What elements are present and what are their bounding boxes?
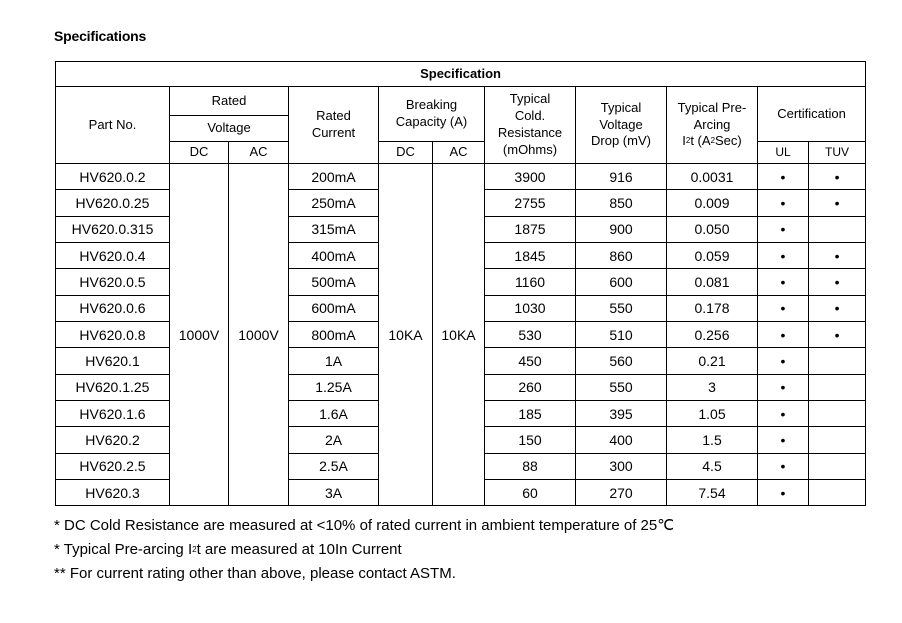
- header-rated-current: Rated Current: [289, 87, 379, 164]
- header-tuv: TUV: [809, 142, 866, 164]
- tuv-mark-cell: [809, 453, 866, 479]
- header-voltage-ac: AC: [229, 142, 289, 164]
- pre-arcing-cell: 0.0031: [667, 164, 758, 190]
- header-certification: Certification: [758, 87, 866, 142]
- part-number-cell: HV620.1.25: [56, 374, 170, 400]
- part-number-cell: HV620.0.5: [56, 269, 170, 295]
- tuv-mark-cell: [809, 401, 866, 427]
- cold-resistance-cell: 530: [485, 322, 576, 348]
- rated-current-cell: 2.5A: [289, 453, 379, 479]
- cold-resistance-cell: 88: [485, 453, 576, 479]
- cold-resistance-cell: 260: [485, 374, 576, 400]
- voltage-dc-cell: 1000V: [170, 164, 229, 506]
- ul-mark-cell: •: [758, 269, 809, 295]
- header-pre-arcing-sup2: 2: [710, 136, 716, 146]
- rated-current-cell: 250mA: [289, 190, 379, 216]
- tuv-mark-cell: •: [809, 322, 866, 348]
- ul-mark-cell: •: [758, 348, 809, 374]
- tuv-mark-cell: [809, 427, 866, 453]
- tuv-mark-cell: •: [809, 295, 866, 321]
- rated-current-cell: 1.6A: [289, 401, 379, 427]
- part-number-cell: HV620.0.315: [56, 216, 170, 242]
- header-pre-arcing: [667, 87, 758, 164]
- footnotes: [54, 514, 674, 586]
- pre-arcing-cell: 0.178: [667, 295, 758, 321]
- ul-mark-cell: •: [758, 322, 809, 348]
- voltage-drop-cell: 400: [576, 427, 667, 453]
- header-pre-arcing-t: t (A: [690, 133, 711, 149]
- pre-arcing-cell: 0.059: [667, 243, 758, 269]
- footnote-contact: ** For current rating other than above, please contact ASTM.: [54, 565, 456, 582]
- cold-resistance-cell: 1160: [485, 269, 576, 295]
- header-voltage: Voltage: [170, 116, 289, 142]
- pre-arcing-cell: 0.256: [667, 322, 758, 348]
- rated-current-cell: 3A: [289, 480, 379, 506]
- tuv-mark-cell: •: [809, 243, 866, 269]
- pre-arcing-cell: 7.54: [667, 480, 758, 506]
- ul-mark-cell: •: [758, 374, 809, 400]
- rated-current-cell: 600mA: [289, 295, 379, 321]
- cold-resistance-cell: 60: [485, 480, 576, 506]
- pre-arcing-cell: 0.21: [667, 348, 758, 374]
- pre-arcing-cell: 3: [667, 374, 758, 400]
- pre-arcing-cell: 0.009: [667, 190, 758, 216]
- rated-current-cell: 500mA: [289, 269, 379, 295]
- tuv-mark-cell: [809, 374, 866, 400]
- header-cold-resistance: Typical Cold. Resistance (mOhms): [485, 87, 576, 164]
- voltage-drop-cell: 600: [576, 269, 667, 295]
- cold-resistance-cell: 450: [485, 348, 576, 374]
- header-part-no: Part No.: [56, 87, 170, 164]
- cold-resistance-cell: 185: [485, 401, 576, 427]
- pre-arcing-cell: 0.050: [667, 216, 758, 242]
- header-rated: Rated: [170, 87, 289, 116]
- footnote-pre-arcing: [54, 538, 674, 562]
- footnote-pre-arcing-sup: 2: [192, 545, 197, 554]
- tuv-mark-cell: [809, 480, 866, 506]
- cold-resistance-cell: 150: [485, 427, 576, 453]
- header-breaking-capacity: Breaking Capacity (A): [379, 87, 485, 142]
- part-number-cell: HV620.2: [56, 427, 170, 453]
- voltage-drop-cell: 550: [576, 374, 667, 400]
- pre-arcing-cell: 1.05: [667, 401, 758, 427]
- footnote-pre-arcing-b: t are measured at 10In Current: [196, 541, 402, 558]
- pre-arcing-cell: 1.5: [667, 427, 758, 453]
- voltage-ac-cell: 1000V: [229, 164, 289, 506]
- rated-current-cell: 315mA: [289, 216, 379, 242]
- rated-current-cell: 200mA: [289, 164, 379, 190]
- voltage-drop-cell: 300: [576, 453, 667, 479]
- ul-mark-cell: •: [758, 453, 809, 479]
- specification-table: [55, 61, 866, 506]
- ul-mark-cell: •: [758, 295, 809, 321]
- header-voltage-dc: DC: [170, 142, 229, 164]
- pre-arcing-cell: 4.5: [667, 453, 758, 479]
- ul-mark-cell: •: [758, 401, 809, 427]
- part-number-cell: HV620.0.25: [56, 190, 170, 216]
- page-title: Specifications: [54, 28, 147, 44]
- ul-mark-cell: •: [758, 216, 809, 242]
- ul-mark-cell: •: [758, 164, 809, 190]
- header-pre-arcing-i: I: [682, 133, 686, 149]
- header-pre-arcing-line1: Typical Pre-Arcing: [677, 99, 747, 132]
- header-breaking-ac: AC: [433, 142, 485, 164]
- header-pre-arcing-sup: 2: [685, 136, 691, 146]
- part-number-cell: HV620.0.8: [56, 322, 170, 348]
- rated-current-cell: 1A: [289, 348, 379, 374]
- table-body: [56, 164, 866, 506]
- pre-arcing-cell: 0.081: [667, 269, 758, 295]
- cold-resistance-cell: 1845: [485, 243, 576, 269]
- part-number-cell: HV620.3: [56, 480, 170, 506]
- header-pre-arcing-line2: [667, 133, 757, 150]
- header-breaking-dc: DC: [379, 142, 433, 164]
- tuv-mark-cell: •: [809, 269, 866, 295]
- cold-resistance-cell: 3900: [485, 164, 576, 190]
- cold-resistance-cell: 1875: [485, 216, 576, 242]
- voltage-drop-cell: 560: [576, 348, 667, 374]
- tuv-mark-cell: [809, 348, 866, 374]
- rated-current-cell: 400mA: [289, 243, 379, 269]
- voltage-drop-cell: 900: [576, 216, 667, 242]
- ul-mark-cell: •: [758, 190, 809, 216]
- voltage-drop-cell: 860: [576, 243, 667, 269]
- part-number-cell: HV620.0.4: [56, 243, 170, 269]
- part-number-cell: HV620.1.6: [56, 401, 170, 427]
- ul-mark-cell: •: [758, 243, 809, 269]
- header-voltage-drop: Typical Voltage Drop (mV): [576, 87, 667, 164]
- cold-resistance-cell: 1030: [485, 295, 576, 321]
- voltage-drop-cell: 395: [576, 401, 667, 427]
- footnote-cold-resistance: * DC Cold Resistance are measured at <10% of rated current in ambient temperature of 25℃: [54, 517, 675, 534]
- rated-current-cell: 800mA: [289, 322, 379, 348]
- header-pre-arcing-end: Sec): [715, 133, 742, 149]
- footnote-pre-arcing-a: * Typical Pre-arcing I: [54, 541, 193, 558]
- voltage-drop-cell: 510: [576, 322, 667, 348]
- table-row: [56, 164, 866, 190]
- voltage-drop-cell: 270: [576, 480, 667, 506]
- table-caption: Specification: [56, 62, 866, 87]
- rated-current-cell: 2A: [289, 427, 379, 453]
- tuv-mark-cell: •: [809, 190, 866, 216]
- ul-mark-cell: •: [758, 427, 809, 453]
- part-number-cell: HV620.0.6: [56, 295, 170, 321]
- header-ul: UL: [758, 142, 809, 164]
- rated-current-cell: 1.25A: [289, 374, 379, 400]
- tuv-mark-cell: •: [809, 164, 866, 190]
- part-number-cell: HV620.1: [56, 348, 170, 374]
- ul-mark-cell: •: [758, 480, 809, 506]
- breaking-dc-cell: 10KA: [379, 164, 433, 506]
- voltage-drop-cell: 550: [576, 295, 667, 321]
- tuv-mark-cell: [809, 216, 866, 242]
- cold-resistance-cell: 2755: [485, 190, 576, 216]
- voltage-drop-cell: 916: [576, 164, 667, 190]
- voltage-drop-cell: 850: [576, 190, 667, 216]
- part-number-cell: HV620.0.2: [56, 164, 170, 190]
- part-number-cell: HV620.2.5: [56, 453, 170, 479]
- breaking-ac-cell: 10KA: [433, 164, 485, 506]
